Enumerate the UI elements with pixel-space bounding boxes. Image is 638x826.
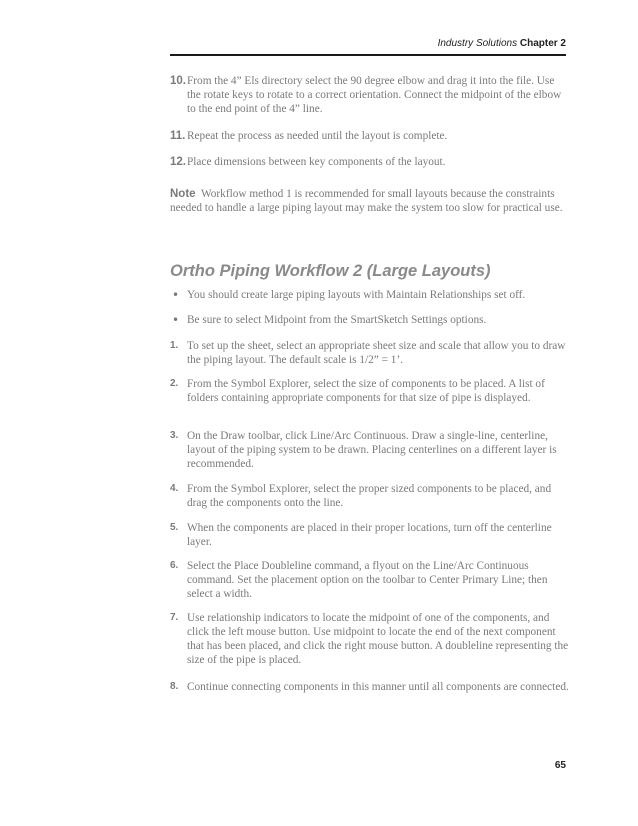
bullet-icon: • — [172, 313, 180, 327]
step-number: 3. — [170, 430, 179, 441]
bullet-text: You should create large piping layouts with Maintain Relationships set off. — [187, 289, 526, 301]
bullet-text: Be sure to select Midpoint from the SmartSketch Settings options. — [187, 314, 487, 326]
step-text: On the Draw toolbar, click Line/Arc Continuous. Draw a single-line, centerline, layout of the piping system to be drawn. Placing centerlines on a different layer is recommended. — [187, 430, 557, 470]
step-text: Continue connecting components in this manner until all components are connected. — [187, 681, 569, 693]
step-item — [170, 611, 570, 667]
step-number: 10. — [170, 75, 186, 87]
bullet-item — [170, 288, 570, 302]
step-number: 8. — [170, 681, 179, 692]
step-number: 5. — [170, 522, 179, 533]
step-item — [170, 559, 570, 601]
step-item — [170, 377, 570, 405]
header-chapter: Chapter 2 — [519, 38, 566, 49]
note-block — [170, 187, 570, 215]
page-number: 65 — [554, 760, 566, 771]
step-text: Select the Place Doubleline command, a flyout on the Line/Arc Continuous command. Set the placement option on the toolbar to Center Primary Line; then select a width. — [187, 560, 548, 600]
step-item — [170, 429, 570, 471]
step-text: To set up the sheet, select an appropriate sheet size and scale that allow you to draw the piping layout. The default scale is 1/2” = 1’. — [187, 340, 566, 366]
step-number: 4. — [170, 483, 179, 494]
step-text: From the 4” Els directory select the 90 degree elbow and drag it into the file. Use the rotate keys to rotate to a correct orientation. Connect the midpoint of the elbow to the end point of the 4” line. — [187, 75, 562, 115]
bullet-item — [170, 313, 570, 327]
step-text: Use relationship indicators to locate the midpoint of one of the components, and click the left mouse button. Use midpoint to locate the end of the next component that has been placed, and click the right mouse button. A doubleline representing the size of the pipe is placed. — [187, 612, 569, 666]
step-number: 2. — [170, 378, 179, 389]
section-heading: Ortho Piping Workflow 2 (Large Layouts) — [170, 262, 491, 280]
header-section-title: Industry Solutions — [437, 38, 518, 49]
step-text: Place dimensions between key components of the layout. — [187, 156, 446, 168]
note-text: Workflow method 1 is recommended for small layouts because the constraints needed to handle a large piping layout may make the system too slow for practical use. — [170, 188, 563, 214]
step-text: From the Symbol Explorer, select the proper sized components to be placed, and drag the components onto the line. — [187, 483, 552, 509]
step-number: 11. — [170, 130, 186, 142]
step-number: 12. — [170, 156, 186, 168]
running-header — [0, 38, 566, 49]
step-item — [170, 74, 570, 116]
step-number: 7. — [170, 612, 179, 623]
step-item — [170, 339, 570, 367]
note-label: Note — [170, 188, 196, 200]
header-rule — [170, 54, 566, 56]
step-text: Repeat the process as needed until the layout is complete. — [187, 130, 448, 142]
step-item — [170, 129, 570, 143]
step-item — [170, 521, 570, 549]
step-item — [170, 482, 570, 510]
step-number: 1. — [170, 340, 179, 351]
bullet-icon: • — [172, 288, 180, 302]
step-item — [170, 680, 570, 694]
step-text: When the components are placed in their proper locations, turn off the centerline layer. — [187, 522, 552, 548]
step-item — [170, 155, 570, 169]
step-text: From the Symbol Explorer, select the size of components to be placed. A list of folders containing appropriate components for that size of pipe is displayed. — [187, 378, 545, 404]
step-number: 6. — [170, 560, 179, 571]
